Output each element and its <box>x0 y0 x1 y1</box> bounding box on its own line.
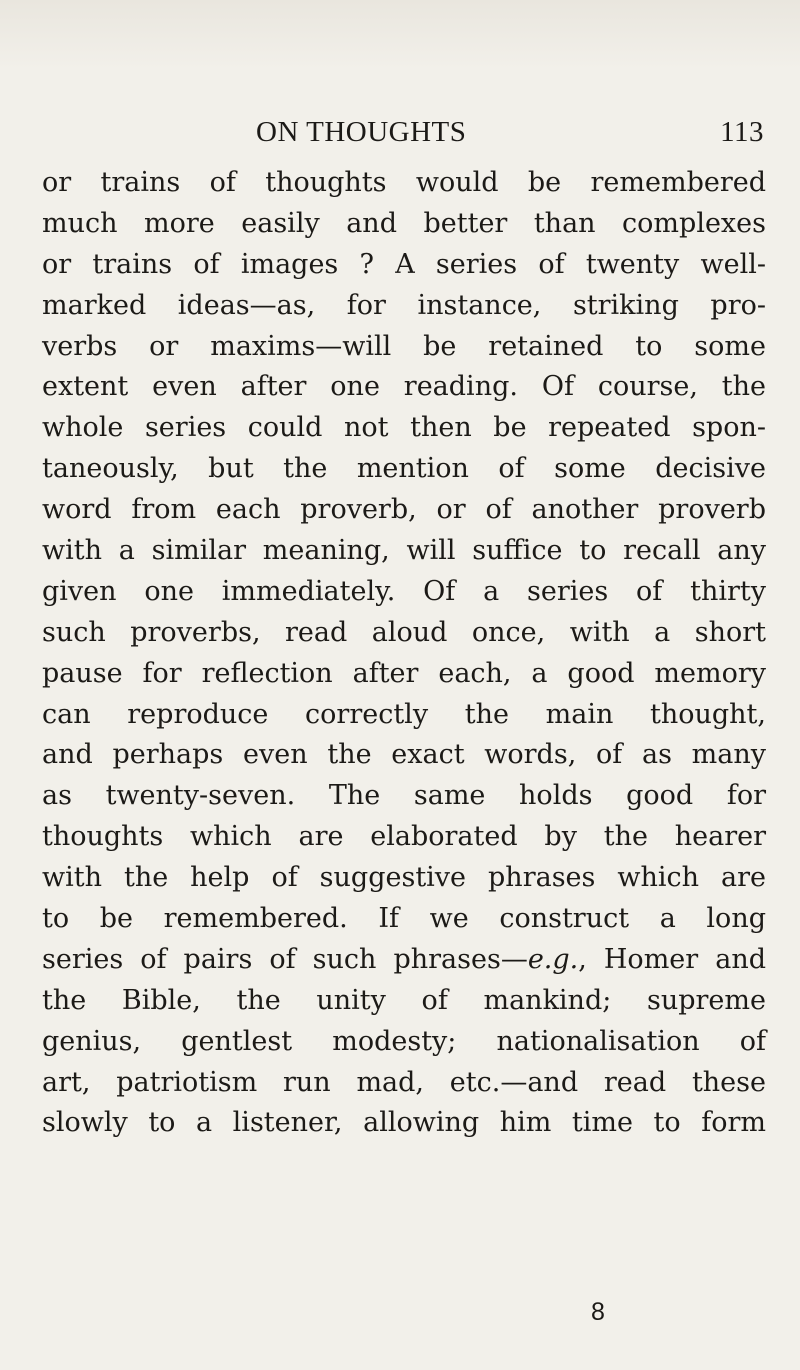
text-line: such proverbs, read aloud once, with a short <box>42 616 766 648</box>
text-line: slowly to a listener, allowing him time to form <box>42 1107 766 1139</box>
text-line: whole series could not then be repeated spon- <box>42 412 766 444</box>
text-line: as twenty-seven. The same holds good for <box>42 780 766 812</box>
signature-mark: 8 <box>591 1298 605 1326</box>
text-line: pause for reflection after each, a good memory <box>42 657 766 689</box>
text-line: verbs or maxims—will be retained to some <box>42 330 766 362</box>
text-line: word from each proverb, or of another proverb <box>42 494 766 526</box>
running-head <box>256 112 764 152</box>
text-line: thoughts which are elaborated by the hearer <box>42 821 766 853</box>
text-line: and perhaps even the exact words, of as many <box>42 739 766 771</box>
text-line: or trains of images ? A series of twenty well- <box>42 248 766 280</box>
text-line: can reproduce correctly the main thought, <box>42 698 766 730</box>
text-line: extent even after one reading. Of course, the <box>42 371 766 403</box>
text-line: the Bible, the unity of mankind; supreme <box>42 984 766 1016</box>
text-line: much more easily and better than complexes <box>42 207 766 239</box>
page-number: 113 <box>720 116 764 148</box>
text-line: taneously, but the mention of some decisive <box>42 453 766 485</box>
text-line: with the help of suggestive phrases which are <box>42 862 766 894</box>
text-line: marked ideas—as, for instance, striking pro- <box>42 289 766 321</box>
text-line: or trains of thoughts would be remembered <box>42 167 766 198</box>
body-text <box>42 163 766 1144</box>
text-line: to be remembered. If we construct a long <box>42 903 766 935</box>
text-line: with a similar meaning, will suffice to recall any <box>42 535 766 567</box>
page-shading <box>0 0 800 70</box>
text-line: art, patriotism run mad, etc.—and read these <box>42 1066 766 1098</box>
italic-abbreviation: e.g. <box>527 943 579 975</box>
text-line: genius, gentlest modesty; nationalisation of <box>42 1025 766 1057</box>
text-line: series of pairs of such phrases—e.g., Homer and <box>42 943 766 975</box>
running-title: ON THOUGHTS <box>256 116 467 148</box>
text-line: given one immediately. Of a series of thirty <box>42 575 766 607</box>
